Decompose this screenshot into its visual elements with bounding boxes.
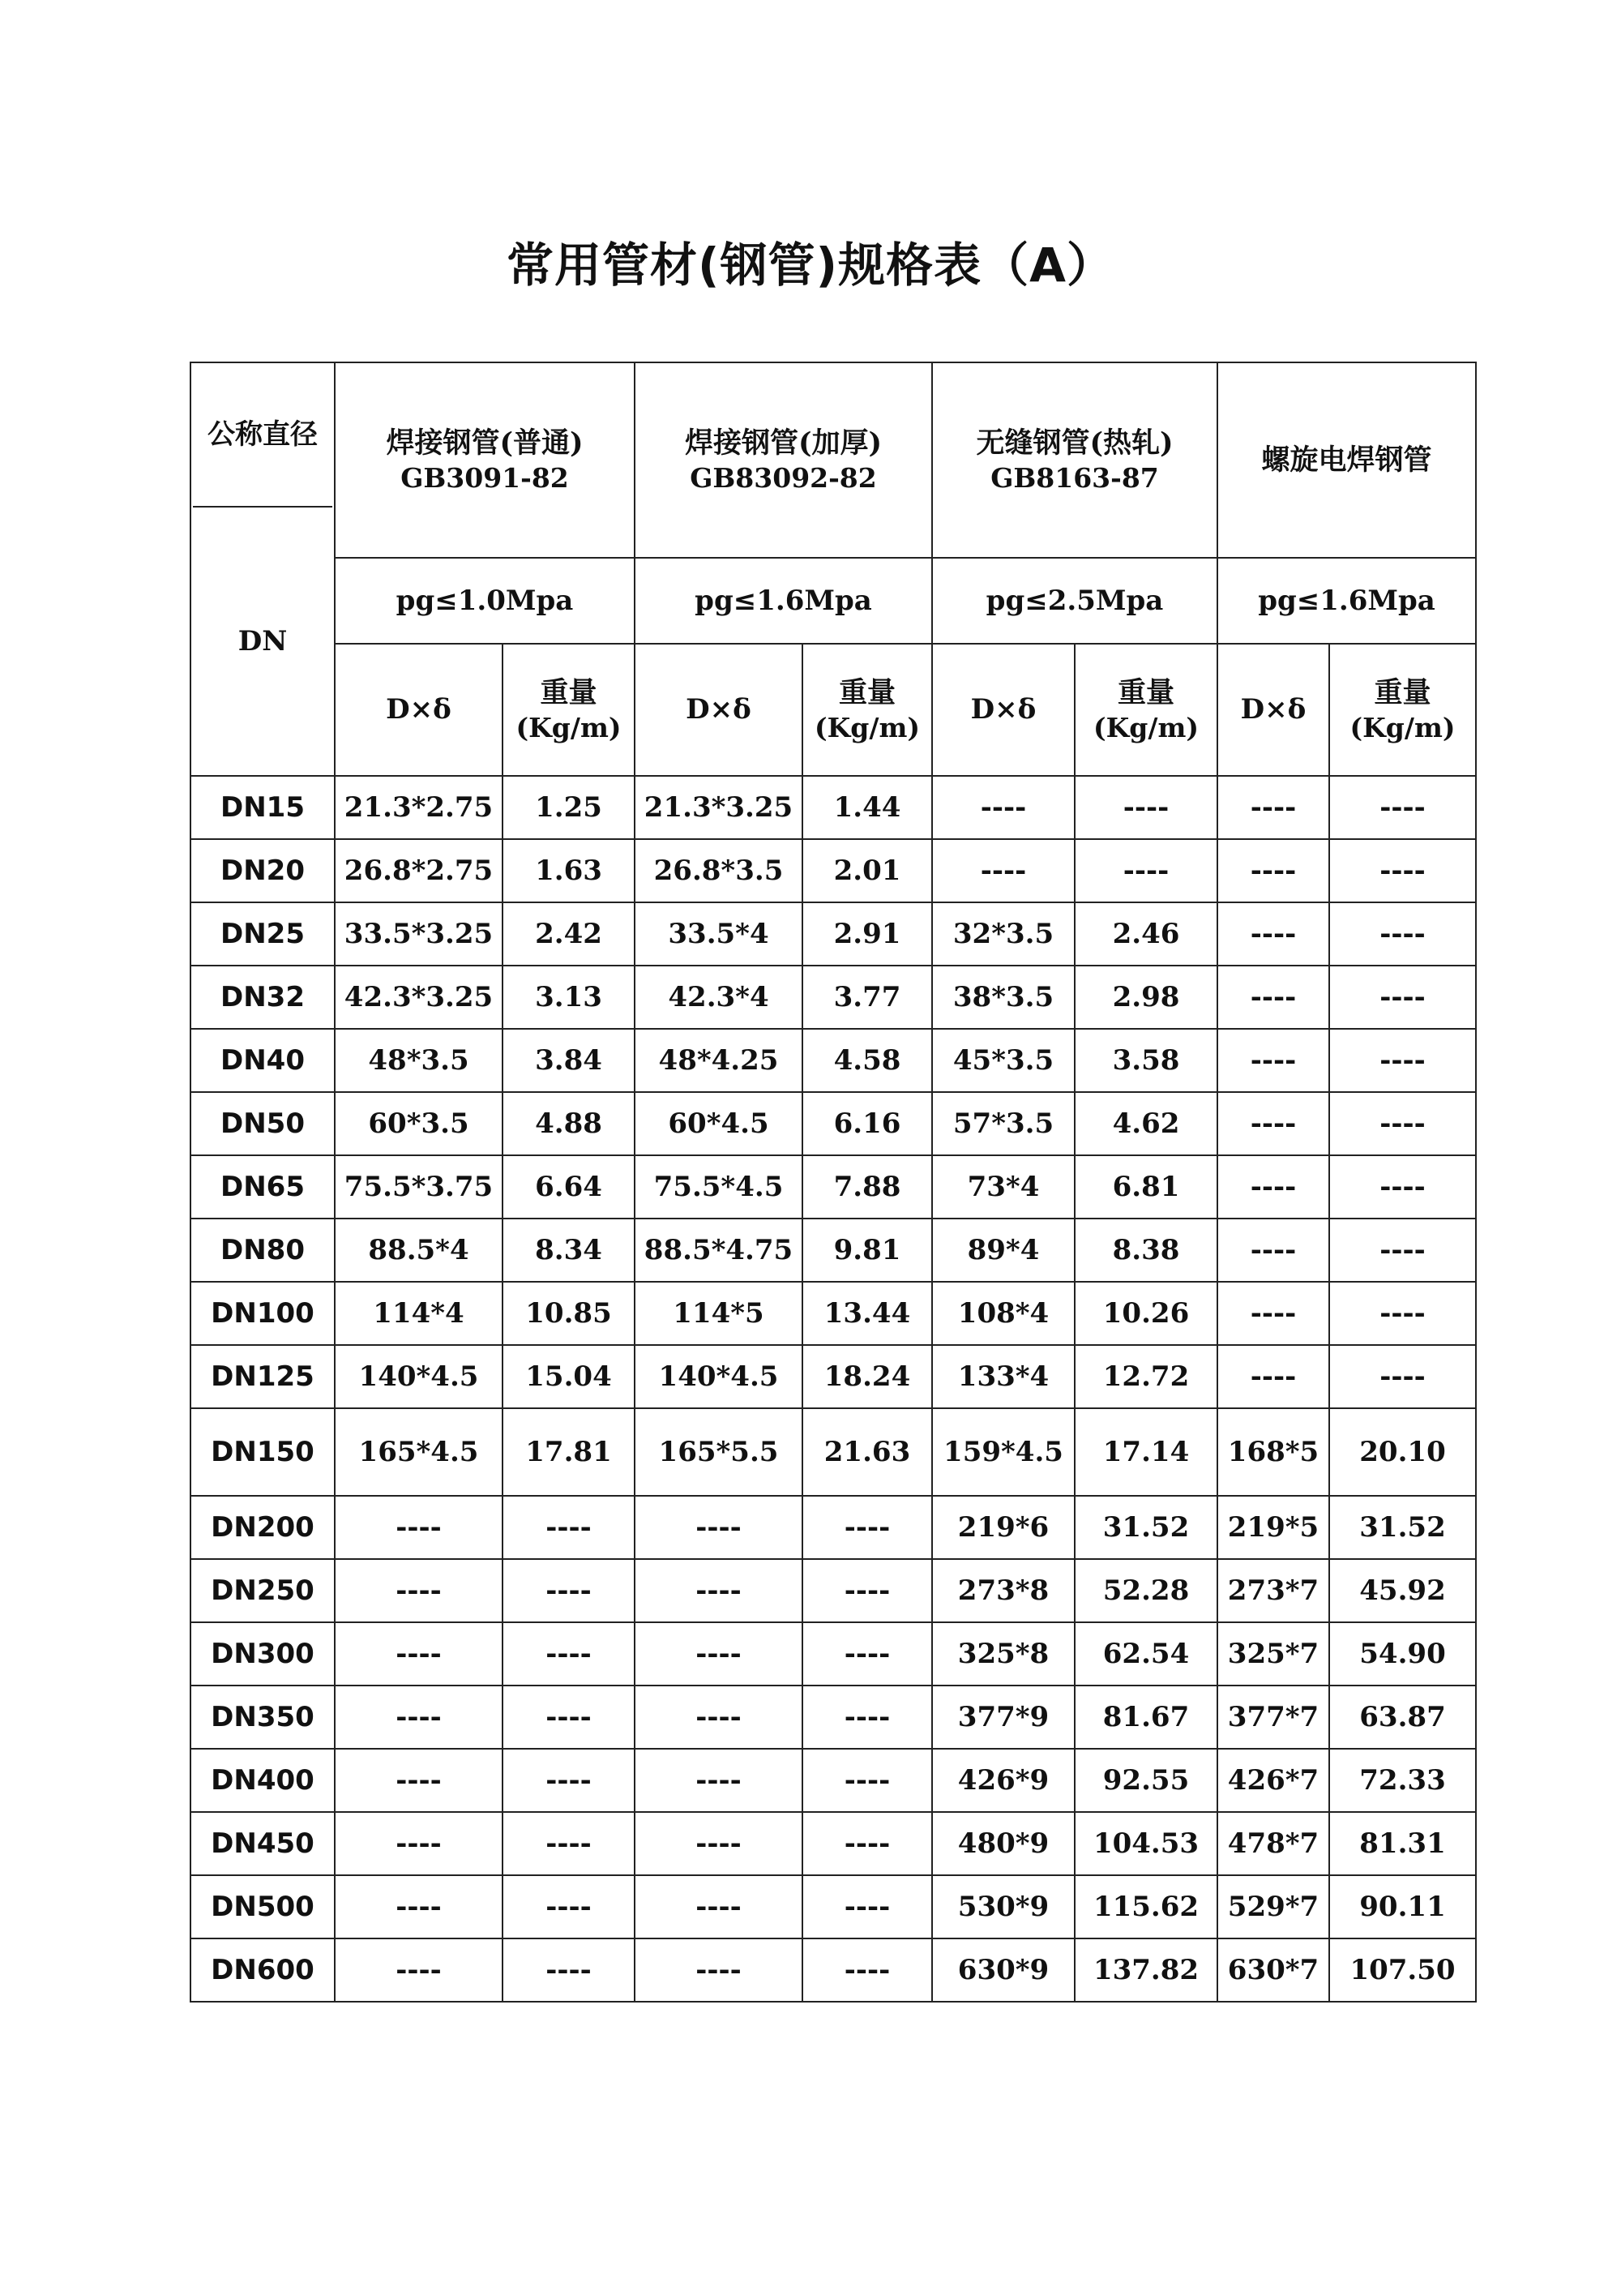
size-cell: ---- [335, 1622, 503, 1686]
table-row [190, 1496, 1476, 1559]
size-cell: 42.3*4 [635, 966, 802, 1029]
size-cell: 42.3*3.25 [335, 966, 503, 1029]
weight-cell: ---- [802, 1622, 932, 1686]
size-cell: 48*3.5 [335, 1029, 503, 1092]
nominal-diameter-header [190, 362, 335, 776]
size-cell: ---- [635, 1496, 802, 1559]
dn-cell: DN100 [190, 1282, 335, 1345]
size-cell: ---- [635, 1686, 802, 1749]
weight-cell: ---- [802, 1686, 932, 1749]
weight-cell: 10.26 [1075, 1282, 1217, 1345]
weight-cell: ---- [503, 1559, 635, 1622]
weight-cell: 3.77 [802, 966, 932, 1029]
weight-cell: ---- [503, 1686, 635, 1749]
weight-cell: ---- [1329, 776, 1476, 839]
weight-cell: 107.50 [1329, 1938, 1476, 2002]
weight-cell: 104.53 [1075, 1812, 1217, 1875]
size-column-header: D×δ [932, 644, 1075, 776]
table-row [190, 776, 1476, 839]
table-row [190, 1938, 1476, 2002]
table-row [190, 1029, 1476, 1092]
table-row [190, 1622, 1476, 1686]
size-cell: ---- [335, 1812, 503, 1875]
weight-cell: 18.24 [802, 1345, 932, 1408]
size-cell: 325*8 [932, 1622, 1075, 1686]
dn-cell: DN50 [190, 1092, 335, 1155]
weight-cell: 52.28 [1075, 1559, 1217, 1622]
size-cell: ---- [635, 1622, 802, 1686]
weight-cell: ---- [503, 1938, 635, 2002]
size-cell: ---- [1217, 1029, 1329, 1092]
group-name: 螺旋电焊钢管 [1261, 443, 1432, 477]
weight-cell: 4.62 [1075, 1092, 1217, 1155]
size-cell: 114*4 [335, 1282, 503, 1345]
weight-cell: 2.01 [802, 839, 932, 902]
weight-cell: 81.31 [1329, 1812, 1476, 1875]
pressure-rating: pg≤1.6Mpa [635, 558, 932, 644]
dn-cell: DN150 [190, 1408, 335, 1496]
size-cell: 32*3.5 [932, 902, 1075, 966]
weight-label: 重量 [1374, 676, 1431, 710]
weight-cell: 137.82 [1075, 1938, 1217, 2002]
weight-cell: ---- [503, 1875, 635, 1938]
weight-cell: ---- [1329, 966, 1476, 1029]
weight-label: 重量 [838, 676, 896, 710]
weight-cell: 6.16 [802, 1092, 932, 1155]
weight-cell: 20.10 [1329, 1408, 1476, 1496]
size-cell: 273*7 [1217, 1559, 1329, 1622]
weight-cell: 3.13 [503, 966, 635, 1029]
weight-cell: 2.91 [802, 902, 932, 966]
size-cell: 426*9 [932, 1749, 1075, 1812]
weight-cell: 8.38 [1075, 1219, 1217, 1282]
size-cell: 377*7 [1217, 1686, 1329, 1749]
page-title: 常用管材(钢管)规格表（A） [507, 238, 1114, 293]
weight-cell: 21.63 [802, 1408, 932, 1496]
weight-cell: 45.92 [1329, 1559, 1476, 1622]
weight-unit: (Kg/m) [1093, 711, 1199, 743]
table-row [190, 902, 1476, 966]
table-row [190, 1408, 1476, 1496]
size-cell: 26.8*3.5 [635, 839, 802, 902]
weight-cell: ---- [503, 1812, 635, 1875]
size-cell: 377*9 [932, 1686, 1075, 1749]
weight-column-header [802, 644, 932, 776]
weight-cell: 2.46 [1075, 902, 1217, 966]
size-cell: ---- [335, 1938, 503, 2002]
weight-cell: ---- [1329, 1282, 1476, 1345]
weight-cell: ---- [802, 1938, 932, 2002]
weight-cell: 17.14 [1075, 1408, 1217, 1496]
size-cell: 60*4.5 [635, 1092, 802, 1155]
size-cell: ---- [1217, 966, 1329, 1029]
dn-cell: DN450 [190, 1812, 335, 1875]
group-header-welded-thick [635, 362, 932, 558]
dn-cell: DN200 [190, 1496, 335, 1559]
table-row [190, 1749, 1476, 1812]
size-cell: ---- [335, 1686, 503, 1749]
weight-label: 重量 [540, 676, 597, 710]
dn-cell: DN250 [190, 1559, 335, 1622]
group-header-spiral [1217, 362, 1476, 558]
size-cell: 114*5 [635, 1282, 802, 1345]
size-cell: ---- [1217, 839, 1329, 902]
weight-cell: ---- [1329, 839, 1476, 902]
pressure-rating: pg≤1.0Mpa [335, 558, 635, 644]
size-cell: 57*3.5 [932, 1092, 1075, 1155]
size-cell: 21.3*3.25 [635, 776, 802, 839]
size-cell: 159*4.5 [932, 1408, 1075, 1496]
dn-cell: DN500 [190, 1875, 335, 1938]
weight-column-header [503, 644, 635, 776]
size-cell: 630*9 [932, 1938, 1075, 2002]
size-cell: 45*3.5 [932, 1029, 1075, 1092]
size-cell: 219*5 [1217, 1496, 1329, 1559]
group-name: 焊接钢管(普通) [386, 426, 584, 460]
weight-cell: ---- [802, 1875, 932, 1938]
size-cell: 26.8*2.75 [335, 839, 503, 902]
dn-cell: DN65 [190, 1155, 335, 1219]
size-cell: 48*4.25 [635, 1029, 802, 1092]
weight-cell: 3.84 [503, 1029, 635, 1092]
size-cell: ---- [932, 839, 1075, 902]
weight-unit: (Kg/m) [815, 711, 920, 743]
size-cell: ---- [335, 1749, 503, 1812]
size-cell: 21.3*2.75 [335, 776, 503, 839]
weight-cell: ---- [1075, 839, 1217, 902]
weight-cell: ---- [802, 1749, 932, 1812]
header-row-pressure [190, 558, 1476, 644]
dn-cell: DN300 [190, 1622, 335, 1686]
size-cell: 529*7 [1217, 1875, 1329, 1938]
group-header-welded-normal [335, 362, 635, 558]
group-standard: GB3091-82 [400, 461, 569, 494]
weight-cell: 13.44 [802, 1282, 932, 1345]
size-cell: ---- [1217, 1345, 1329, 1408]
weight-cell: 1.25 [503, 776, 635, 839]
nominal-diameter-label: 公称直径 [193, 363, 332, 508]
weight-cell: 92.55 [1075, 1749, 1217, 1812]
pressure-rating: pg≤2.5Mpa [932, 558, 1217, 644]
weight-label: 重量 [1117, 676, 1174, 710]
size-cell: ---- [335, 1875, 503, 1938]
table-row [190, 1559, 1476, 1622]
weight-cell: 12.72 [1075, 1345, 1217, 1408]
weight-cell: 1.44 [802, 776, 932, 839]
weight-cell: 2.42 [503, 902, 635, 966]
size-cell: 89*4 [932, 1219, 1075, 1282]
size-cell: 630*7 [1217, 1938, 1329, 2002]
weight-unit: (Kg/m) [515, 711, 622, 743]
dn-cell: DN400 [190, 1749, 335, 1812]
weight-cell: 10.85 [503, 1282, 635, 1345]
weight-cell: ---- [1329, 1029, 1476, 1092]
weight-cell: ---- [1075, 776, 1217, 839]
size-cell: 480*9 [932, 1812, 1075, 1875]
dn-cell: DN600 [190, 1938, 335, 2002]
size-cell: 165*5.5 [635, 1408, 802, 1496]
weight-cell: ---- [1329, 902, 1476, 966]
weight-cell: 62.54 [1075, 1622, 1217, 1686]
dn-cell: DN20 [190, 839, 335, 902]
dn-cell: DN125 [190, 1345, 335, 1408]
weight-cell: 54.90 [1329, 1622, 1476, 1686]
table-row [190, 1686, 1476, 1749]
header-row-columns [190, 644, 1476, 776]
size-cell: ---- [1217, 902, 1329, 966]
size-cell: 88.5*4 [335, 1219, 503, 1282]
weight-cell: 81.67 [1075, 1686, 1217, 1749]
size-column-header: D×δ [335, 644, 503, 776]
pipe-spec-table [190, 362, 1477, 2003]
weight-cell: ---- [802, 1559, 932, 1622]
size-cell: 426*7 [1217, 1749, 1329, 1812]
weight-cell: 9.81 [802, 1219, 932, 1282]
size-cell: ---- [335, 1559, 503, 1622]
size-cell: ---- [1217, 1092, 1329, 1155]
table-row [190, 1812, 1476, 1875]
size-cell: 273*8 [932, 1559, 1075, 1622]
size-cell: 75.5*3.75 [335, 1155, 503, 1219]
size-cell: 325*7 [1217, 1622, 1329, 1686]
dn-cell: DN32 [190, 966, 335, 1029]
size-cell: 33.5*4 [635, 902, 802, 966]
dn-cell: DN80 [190, 1219, 335, 1282]
weight-cell: 4.88 [503, 1092, 635, 1155]
size-cell: 75.5*4.5 [635, 1155, 802, 1219]
size-cell: 60*3.5 [335, 1092, 503, 1155]
weight-cell: ---- [503, 1749, 635, 1812]
size-cell: 133*4 [932, 1345, 1075, 1408]
weight-cell: ---- [1329, 1155, 1476, 1219]
weight-cell: ---- [1329, 1219, 1476, 1282]
group-header-seamless [932, 362, 1217, 558]
weight-cell: 72.33 [1329, 1749, 1476, 1812]
table-row [190, 1155, 1476, 1219]
weight-cell: 90.11 [1329, 1875, 1476, 1938]
group-standard: GB83092-82 [690, 461, 877, 494]
weight-column-header [1329, 644, 1476, 776]
size-cell: 530*9 [932, 1875, 1075, 1938]
table-row [190, 1092, 1476, 1155]
weight-cell: 8.34 [503, 1219, 635, 1282]
size-cell: 478*7 [1217, 1812, 1329, 1875]
group-name: 焊接钢管(加厚) [684, 426, 883, 460]
size-cell: ---- [1217, 1219, 1329, 1282]
size-cell: ---- [635, 1812, 802, 1875]
dn-cell: DN350 [190, 1686, 335, 1749]
size-cell: ---- [635, 1938, 802, 2002]
size-cell: ---- [635, 1749, 802, 1812]
size-cell: ---- [1217, 1282, 1329, 1345]
weight-cell: 115.62 [1075, 1875, 1217, 1938]
weight-cell: 3.58 [1075, 1029, 1217, 1092]
weight-cell: 6.81 [1075, 1155, 1217, 1219]
table-row [190, 1345, 1476, 1408]
weight-cell: ---- [1329, 1092, 1476, 1155]
size-cell: 88.5*4.75 [635, 1219, 802, 1282]
size-cell: 140*4.5 [635, 1345, 802, 1408]
table-row [190, 839, 1476, 902]
size-cell: ---- [335, 1496, 503, 1559]
weight-cell: ---- [802, 1496, 932, 1559]
size-column-header: D×δ [1217, 644, 1329, 776]
size-cell: 165*4.5 [335, 1408, 503, 1496]
weight-cell: ---- [503, 1622, 635, 1686]
pressure-rating: pg≤1.6Mpa [1217, 558, 1476, 644]
size-cell: 108*4 [932, 1282, 1075, 1345]
size-column-header: D×δ [635, 644, 802, 776]
table-row [190, 966, 1476, 1029]
size-cell: 38*3.5 [932, 966, 1075, 1029]
weight-column-header [1075, 644, 1217, 776]
weight-cell: 4.58 [802, 1029, 932, 1092]
weight-cell: 6.64 [503, 1155, 635, 1219]
size-cell: ---- [1217, 1155, 1329, 1219]
weight-cell: 2.98 [1075, 966, 1217, 1029]
size-cell: 168*5 [1217, 1408, 1329, 1496]
size-cell: 33.5*3.25 [335, 902, 503, 966]
weight-cell: ---- [802, 1812, 932, 1875]
size-cell: 140*4.5 [335, 1345, 503, 1408]
dn-cell: DN25 [190, 902, 335, 966]
dn-label: DN [237, 624, 288, 658]
group-name: 无缝钢管(热轧) [976, 426, 1174, 460]
header-row-standards [190, 362, 1476, 558]
weight-cell: 1.63 [503, 839, 635, 902]
weight-cell: 7.88 [802, 1155, 932, 1219]
weight-cell: ---- [1329, 1345, 1476, 1408]
weight-cell: 17.81 [503, 1408, 635, 1496]
group-standard: GB8163-87 [990, 461, 1159, 494]
table-row [190, 1282, 1476, 1345]
weight-cell: 15.04 [503, 1345, 635, 1408]
table-row [190, 1875, 1476, 1938]
size-cell: 73*4 [932, 1155, 1075, 1219]
size-cell: ---- [635, 1875, 802, 1938]
size-cell: ---- [635, 1559, 802, 1622]
weight-cell: ---- [503, 1496, 635, 1559]
size-cell: ---- [932, 776, 1075, 839]
table-row [190, 1219, 1476, 1282]
size-cell: ---- [1217, 776, 1329, 839]
dn-cell: DN40 [190, 1029, 335, 1092]
weight-cell: 31.52 [1329, 1496, 1476, 1559]
dn-cell: DN15 [190, 776, 335, 839]
size-cell: 219*6 [932, 1496, 1075, 1559]
weight-cell: 63.87 [1329, 1686, 1476, 1749]
weight-cell: 31.52 [1075, 1496, 1217, 1559]
weight-unit: (Kg/m) [1349, 711, 1456, 743]
